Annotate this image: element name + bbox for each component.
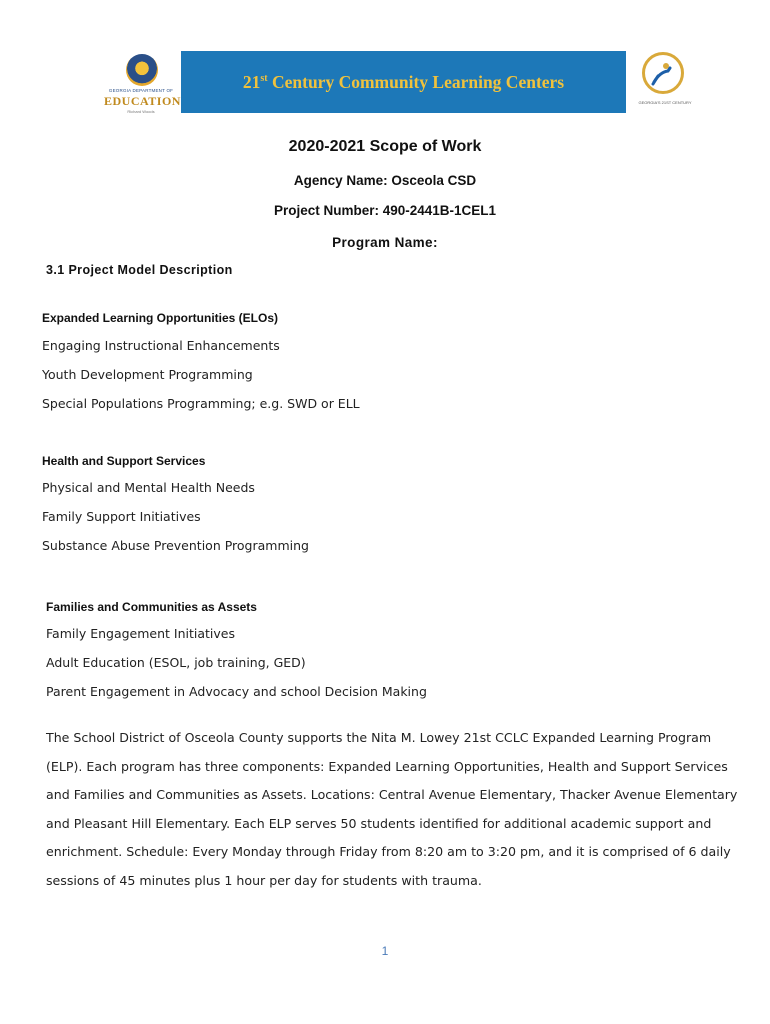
agency-name: Agency Name: Osceola CSD: [293, 173, 477, 188]
cclc-logo: [636, 50, 694, 114]
list-item: Family Engagement Initiatives: [46, 626, 235, 641]
list-item: Family Support Initiatives: [42, 509, 201, 524]
list-item: Parent Engagement in Advocacy and school Decision Making: [46, 684, 427, 699]
paragraph-line: sessions of 45 minutes plus 1 hour per day for students with trauma.: [46, 872, 482, 888]
paragraph-line: and Families and Communities as Assets. Locations: Central Avenue Elementary, Thacker Avenue Elementary: [46, 787, 738, 803]
document-title: 2020-2021 Scope of Work: [288, 138, 482, 155]
georgia-doe-logo: [104, 48, 181, 118]
project-number: Project Number: 490-2441B-1CEL1: [273, 203, 497, 218]
list-item: Special Populations Programming; e.g. SWD or ELL: [42, 396, 360, 411]
program-banner: [181, 51, 626, 113]
logo-tiny-text: Richard Woods: [127, 109, 155, 114]
paragraph-line: (ELP). Each program has three components: Expanded Learning Opportunities, Health and Support Services: [46, 758, 728, 774]
paragraph-line: enrichment. Schedule: Every Monday through Friday from 8:20 am to 3:20 pm, and it is comprised of 6 daily: [46, 844, 731, 860]
list-item: Substance Abuse Prevention Programming: [42, 538, 309, 553]
list-item: Adult Education (ESOL, job training, GED): [46, 655, 306, 670]
paragraph-line: The School District of Osceola County supports the Nita M. Lowey 21st CCLC Expanded Learning Program: [46, 730, 712, 745]
state-seal-icon: [126, 54, 158, 86]
logo-small-text: GEORGIA DEPARTMENT OF: [108, 88, 174, 93]
cclc-logo-text: GEORGIA'S 21ST CENTURY: [638, 100, 692, 105]
group-heading-elo: Expanded Learning Opportunities (ELOs): [42, 311, 279, 325]
section-heading: 3.1 Project Model Description: [46, 263, 233, 277]
logo-education-text: EDUCATION: [104, 94, 181, 108]
list-item: Physical and Mental Health Needs: [42, 480, 255, 495]
program-name: Program Name:: [332, 235, 438, 250]
list-item: Youth Development Programming: [42, 367, 253, 382]
group-heading-families: Families and Communities as Assets: [46, 600, 257, 614]
group-heading-health: Health and Support Services: [42, 454, 206, 468]
paragraph-line: and Pleasant Hill Elementary. Each ELP serves 50 students identified for additional academic support and: [46, 815, 712, 831]
reaching-figure-icon: [650, 62, 674, 86]
page-number: 1: [381, 944, 389, 958]
list-item: Engaging Instructional Enhancements: [42, 338, 280, 353]
banner-title: 21st Century Community Learning Centers: [242, 71, 565, 92]
description-paragraph: [46, 724, 736, 896]
